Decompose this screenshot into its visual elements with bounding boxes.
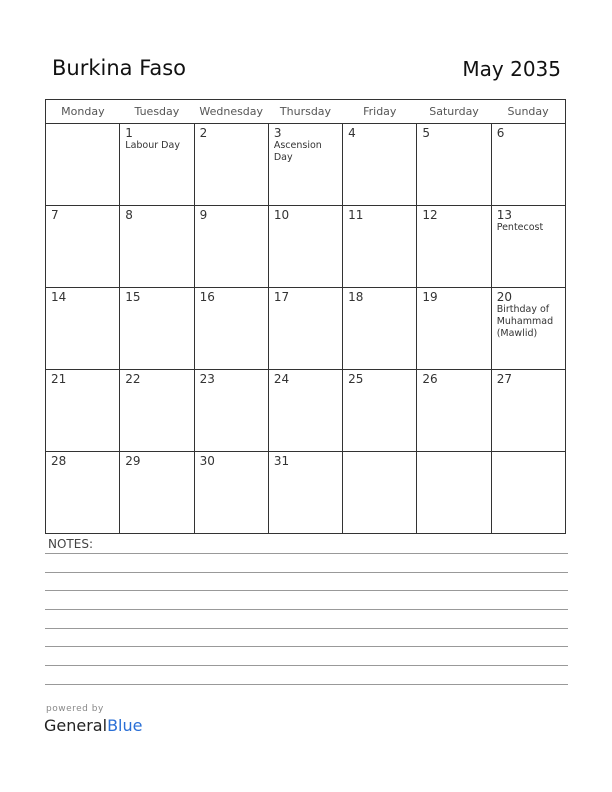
day-number: 18 <box>348 290 364 304</box>
day-cell <box>46 288 120 370</box>
powered-by-text: powered by <box>46 704 104 714</box>
day-cell <box>343 288 417 370</box>
day-number: 21 <box>51 372 67 386</box>
week-row <box>46 452 566 534</box>
day-cell <box>194 124 268 206</box>
day-number: 7 <box>51 208 59 222</box>
day-cell <box>194 288 268 370</box>
day-cell <box>120 452 194 534</box>
day-number: 27 <box>496 372 512 386</box>
day-cell <box>417 370 491 452</box>
day-number: 14 <box>51 290 67 304</box>
holiday-label: Labour Day <box>125 140 180 151</box>
day-number: 16 <box>199 290 215 304</box>
brand-blue: Blue <box>107 716 143 735</box>
day-number: 30 <box>199 454 215 468</box>
day-number: 25 <box>348 372 364 386</box>
day-number: 26 <box>422 372 438 386</box>
day-number: 15 <box>125 290 141 304</box>
day-cell <box>343 370 417 452</box>
day-cell <box>46 206 120 288</box>
day-cell <box>417 124 491 206</box>
holiday-label: Birthday of Muhammad (Mawlid) <box>496 304 554 339</box>
day-cell <box>343 206 417 288</box>
day-cell <box>46 452 120 534</box>
day-number: 11 <box>348 208 364 222</box>
day-cell <box>194 370 268 452</box>
day-number: 1 <box>125 126 133 140</box>
day-cell <box>417 206 491 288</box>
generalblue-logo <box>44 716 142 735</box>
day-cell <box>491 206 565 288</box>
note-line <box>45 572 568 573</box>
weekday-header: Friday <box>343 100 417 124</box>
day-number: 8 <box>125 208 133 222</box>
note-line <box>45 609 568 610</box>
note-line <box>45 665 568 666</box>
weekday-header: Monday <box>46 100 120 124</box>
day-number: 19 <box>422 290 438 304</box>
weekday-header: Saturday <box>417 100 491 124</box>
day-number: 29 <box>125 454 141 468</box>
day-cell <box>268 452 342 534</box>
day-cell <box>268 288 342 370</box>
day-cell <box>194 452 268 534</box>
day-number: 22 <box>125 372 141 386</box>
brand-general: General <box>44 716 108 735</box>
day-number: 23 <box>199 372 215 386</box>
week-row <box>46 124 566 206</box>
day-number: 2 <box>199 126 208 140</box>
day-number: 10 <box>273 208 290 222</box>
month-title: May 2035 <box>462 57 561 81</box>
notes-label: NOTES: <box>48 537 93 551</box>
calendar-grid <box>45 99 566 534</box>
day-number: 4 <box>348 126 356 140</box>
note-line <box>45 628 568 629</box>
day-number: 31 <box>273 454 290 468</box>
day-cell <box>491 288 565 370</box>
day-cell <box>491 452 565 534</box>
day-cell <box>417 452 491 534</box>
holiday-label: Ascension Day <box>273 140 322 163</box>
day-cell <box>120 370 194 452</box>
day-number: 12 <box>422 208 438 222</box>
day-cell <box>491 370 565 452</box>
day-cell <box>120 124 194 206</box>
note-line <box>45 684 568 685</box>
day-cell <box>491 124 565 206</box>
day-cell <box>46 124 120 206</box>
weekday-header: Thursday <box>268 100 342 124</box>
weekday-header-row <box>46 100 566 124</box>
note-line <box>45 553 568 554</box>
note-line <box>45 590 568 591</box>
day-number: 28 <box>51 454 67 468</box>
day-number: 24 <box>273 372 290 386</box>
day-cell <box>268 124 342 206</box>
day-number: 5 <box>422 126 431 140</box>
holiday-label: Pentecost <box>496 222 544 233</box>
country-title: Burkina Faso <box>52 56 187 80</box>
day-cell <box>268 206 342 288</box>
weekday-header: Tuesday <box>120 100 194 124</box>
day-number: 3 <box>273 126 282 140</box>
day-cell <box>343 124 417 206</box>
day-number: 17 <box>273 290 290 304</box>
day-cell <box>120 288 194 370</box>
day-cell <box>268 370 342 452</box>
day-number: 9 <box>199 208 208 222</box>
day-cell <box>194 206 268 288</box>
day-cell <box>343 452 417 534</box>
day-cell <box>417 288 491 370</box>
note-line <box>45 646 568 647</box>
day-cell <box>46 370 120 452</box>
week-row <box>46 288 566 370</box>
week-row <box>46 206 566 288</box>
day-number: 13 <box>496 208 512 222</box>
day-number: 20 <box>496 290 512 304</box>
week-row <box>46 370 566 452</box>
weekday-header: Sunday <box>491 100 565 124</box>
day-number: 6 <box>496 126 505 140</box>
weekday-header: Wednesday <box>194 100 268 124</box>
day-cell <box>120 206 194 288</box>
